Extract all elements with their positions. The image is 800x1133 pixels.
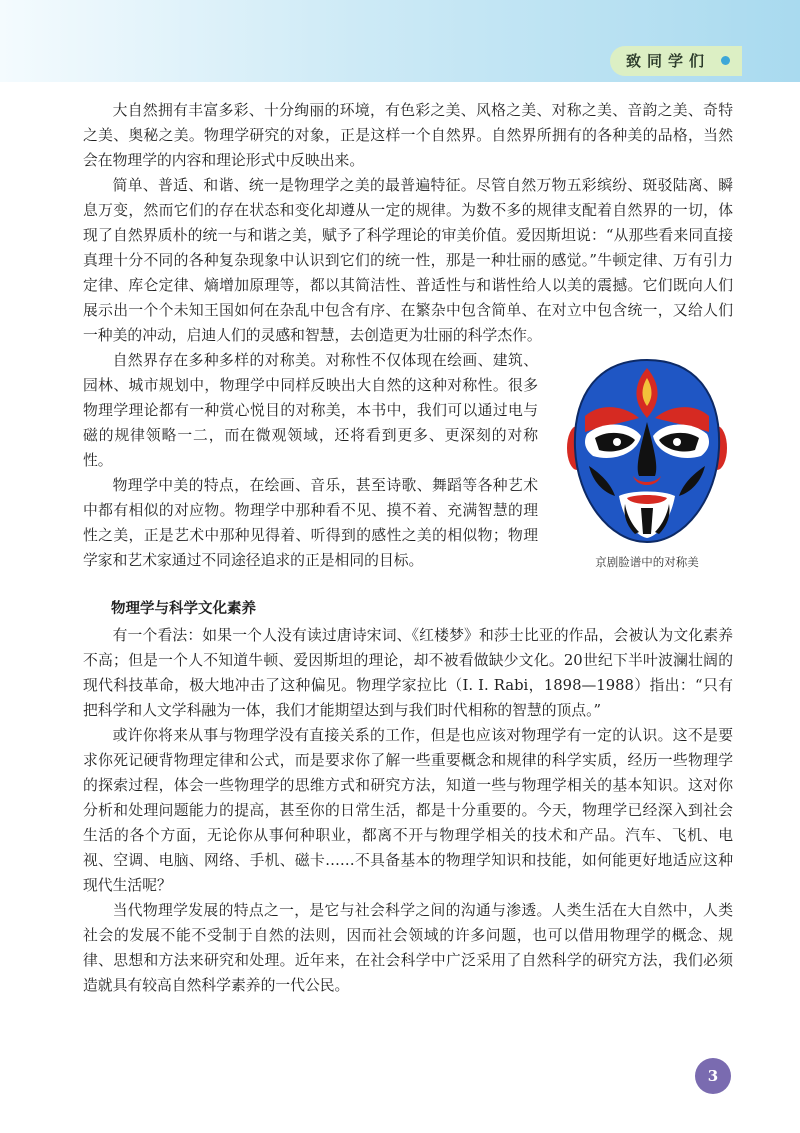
paragraph: 简单、普适、和谐、统一是物理学之美的最普遍特征。尽管自然万物五彩缤纷、斑驳陆离、瞬息万变，然而它们的存在状态和变化却遵从一定的规律。为数不多的规律支配着自然界的一切，体现了自然界质朴的统一与和谐之美，赋予了科学理论的审美价值。爱因斯坦说：“从那些看来同直接真理十分不同的各种复杂现象中认识到它们的统一性，那是一种壮丽的感觉。”牛顿定律、万有引力定律、库仑定律、熵增加原理等，都以其简洁性、普适性与和谐性给人以美的震撼。它们既向人们展示出一个个未知王国如何在杂乱中包含有序、在繁杂中包含简单、在对立中包含统一，又给人们一种美的冲动，启迪人们的灵感和智慧，去创造更为壮丽的科学杰作。 [83, 177, 733, 344]
peking-opera-mask-image [567, 356, 727, 546]
paragraph: 物理学中美的特点，在绘画、音乐，甚至诗歌、舞蹈等各种艺术中都有相似的对应物。物理学中那种看不见、摸不着、充满智慧的理性之美，正是艺术中那种见得着、听得到的感性之美的相似物；物理学家和艺术家通过不同途径追求的正是相同的目标。 [83, 477, 538, 569]
figure-caption: 京剧脸谱中的对称美 [595, 555, 699, 569]
tab-dot-icon [721, 56, 730, 65]
paragraph: 大自然拥有丰富多彩、十分绚丽的环境，有色彩之美、风格之美、对称之美、音韵之美、奇特之美、奥秘之美。物理学研究的对象，正是这样一个自然界。自然界所拥有的各种美的品格，当然会在物理学的内容和理论形式中反映出来。 [83, 102, 733, 169]
figure-section [83, 348, 733, 573]
page-content [83, 98, 733, 998]
page-number-badge: 3 [695, 1058, 731, 1094]
paragraph: 自然界存在多种多样的对称美。对称性不仅体现在绘画、建筑、园林、城市规划中，物理学中同样反映出大自然的这种对称性。很多物理学理论都有一种赏心悦目的对称美，本书中，我们可以通过电与磁的规律领略一二，而在微观领域，还将看到更多、更深刻的对称性。 [83, 352, 538, 469]
paragraph: 当代物理学发展的特点之一，是它与社会科学之间的沟通与渗透。人类生活在大自然中，人类社会的发展不能不受制于自然的法则，因而社会领域的许多问题，也可以借用物理学的概念、规律、思想和方法来研究和处理。近年来，在社会科学中广泛采用了自然科学的研究方法，我们必须造就具有较高自然科学素养的一代公民。 [83, 902, 733, 994]
section-heading: 物理学与科学文化素养 [111, 601, 256, 617]
section-tab [610, 46, 742, 76]
paragraph: 或许你将来从事与物理学没有直接关系的工作，但是也应该对物理学有一定的认识。这不是要求你死记硬背物理定律和公式，而是要求你了解一些重要概念和规律的科学实质，经历一些物理学的探索过程，体会一些物理学的思维方式和研究方法，知道一些与物理学相关的基本知识。这对你分析和处理问题能力的提高，甚至你的日常生活，都是十分重要的。今天，物理学已经深入到社会生活的各个方面，无论你从事何种职业，都离不开与物理学相关的技术和产品。汽车、飞机、电视、空调、电脑、网络、手机、磁卡……不具备基本的物理学知识和技能，如何能更好地适应这种现代生活呢？ [83, 727, 733, 894]
section-title: 致同学们 [625, 52, 710, 70]
paragraph: 有一个看法：如果一个人没有读过唐诗宋词、《红楼梦》和莎士比亚的作品，会被认为文化素养不高；但是一个人不知道牛顿、爱因斯坦的理论，却不被看做缺少文化。20世纪下半叶波澜壮阔的现代科技革命，极大地冲击了这种偏见。物理学家拉比（I. I. Rabi，1898—1988）指出：“只有把科学和人文学科融为一体，我们才能期望达到与我们时代相称的智慧的顶点。” [83, 627, 733, 719]
opera-mask-figure [561, 356, 733, 570]
